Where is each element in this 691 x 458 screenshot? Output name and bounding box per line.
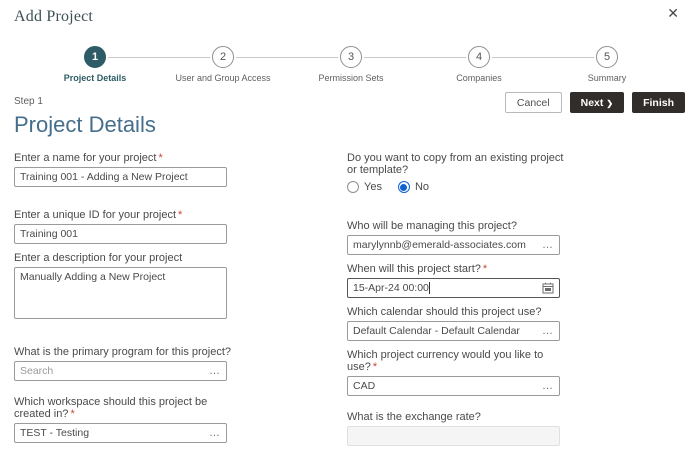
start-date-value: 15-Apr-24 00:00 xyxy=(353,281,429,294)
wizard-actions xyxy=(505,92,685,113)
workspace-picker[interactable] xyxy=(14,423,227,443)
calendar-value: Default Calendar - Default Calendar xyxy=(353,325,520,337)
currency-picker[interactable] xyxy=(347,376,560,396)
stepper-step-summary[interactable] xyxy=(532,46,682,83)
manager-label: Who will be managing this project? xyxy=(347,220,517,232)
manager-picker[interactable] xyxy=(347,235,560,255)
manager-value: marylynnb@emerald-associates.com xyxy=(353,239,526,251)
text-cursor xyxy=(429,282,430,294)
exchange-rate-label: What is the exchange rate? xyxy=(347,411,481,423)
project-name-field xyxy=(14,152,236,187)
start-date-label: When will this project start? * xyxy=(347,263,488,275)
step-number-badge: 4 xyxy=(468,46,490,68)
wizard-stepper xyxy=(0,46,691,92)
primary-program-label: What is the primary program for this project? xyxy=(14,346,232,358)
description-label: Enter a description for your project xyxy=(14,252,183,264)
step-label: Summary xyxy=(587,73,627,83)
step-number-badge: 3 xyxy=(340,46,362,68)
ellipsis-icon[interactable]: … xyxy=(209,365,221,377)
step-label: User and Group Access xyxy=(175,73,271,83)
dialog-title: Add Project xyxy=(14,8,94,25)
calendar-picker[interactable] xyxy=(347,321,560,341)
close-icon[interactable]: ✕ xyxy=(667,5,679,21)
required-marker: * xyxy=(70,408,75,420)
calendar-icon[interactable] xyxy=(538,282,554,294)
project-details-form xyxy=(14,152,569,458)
copy-from-label: Do you want to copy from an existing project or template? xyxy=(347,152,564,176)
currency-field xyxy=(347,349,569,396)
required-marker: * xyxy=(482,263,488,275)
currency-value: CAD xyxy=(353,380,376,392)
cancel-button[interactable]: Cancel xyxy=(505,92,562,113)
step-label: Companies xyxy=(456,73,502,83)
copy-from-radio-group xyxy=(347,181,569,193)
form-right-column xyxy=(347,152,569,458)
step-number-badge: 1 xyxy=(84,46,106,68)
step-label: Permission Sets xyxy=(318,73,384,83)
form-left-column xyxy=(14,152,236,458)
description-field xyxy=(14,252,236,324)
page-title: Project Details xyxy=(14,112,156,137)
project-id-field xyxy=(14,209,236,244)
calendar-field xyxy=(347,306,569,341)
next-button[interactable] xyxy=(570,92,624,113)
step-label: Project Details xyxy=(63,73,127,83)
primary-program-placeholder: Search xyxy=(20,365,54,377)
workspace-value: TEST - Testing xyxy=(20,427,90,439)
radio-yes-label: Yes xyxy=(364,181,382,193)
required-marker: * xyxy=(158,152,163,164)
primary-program-picker[interactable] xyxy=(14,361,227,381)
radio-no[interactable] xyxy=(398,181,429,193)
currency-label: Which project currency would you like to use? * xyxy=(347,349,544,373)
ellipsis-icon[interactable]: … xyxy=(542,325,554,337)
start-date-field xyxy=(347,263,569,298)
step-indicator: Step 1 xyxy=(14,96,43,107)
project-name-label: Enter a name for your project * xyxy=(14,152,163,164)
project-id-input[interactable] xyxy=(14,224,227,244)
radio-no-label: No xyxy=(414,181,430,193)
exchange-rate-field xyxy=(347,411,569,446)
step-number-badge: 5 xyxy=(596,46,618,68)
next-button-label: Next xyxy=(580,96,604,109)
start-date-picker[interactable] xyxy=(347,278,560,298)
required-marker: * xyxy=(178,209,183,221)
ellipsis-icon[interactable]: … xyxy=(542,239,554,251)
workspace-field xyxy=(14,396,236,443)
ellipsis-icon[interactable]: … xyxy=(209,427,221,439)
step-number-badge: 2 xyxy=(212,46,234,68)
ellipsis-icon[interactable]: … xyxy=(542,380,554,392)
calendar-label: Which calendar should this project use? xyxy=(347,306,542,318)
copy-from-field xyxy=(347,152,569,193)
radio-unselected-icon xyxy=(347,181,359,193)
project-name-input[interactable] xyxy=(14,167,227,187)
manager-field xyxy=(347,220,569,255)
finish-button[interactable]: Finish xyxy=(632,92,685,113)
workspace-label: Which workspace should this project be created in? * xyxy=(14,396,208,420)
required-marker: * xyxy=(372,361,378,373)
chevron-right-icon: ❯ xyxy=(606,98,614,108)
description-textarea[interactable] xyxy=(14,267,227,319)
exchange-rate-input xyxy=(347,426,560,446)
radio-selected-icon xyxy=(398,181,410,193)
radio-yes[interactable] xyxy=(347,181,382,193)
primary-program-field xyxy=(14,346,236,381)
project-id-label: Enter a unique ID for your project * xyxy=(14,209,183,221)
